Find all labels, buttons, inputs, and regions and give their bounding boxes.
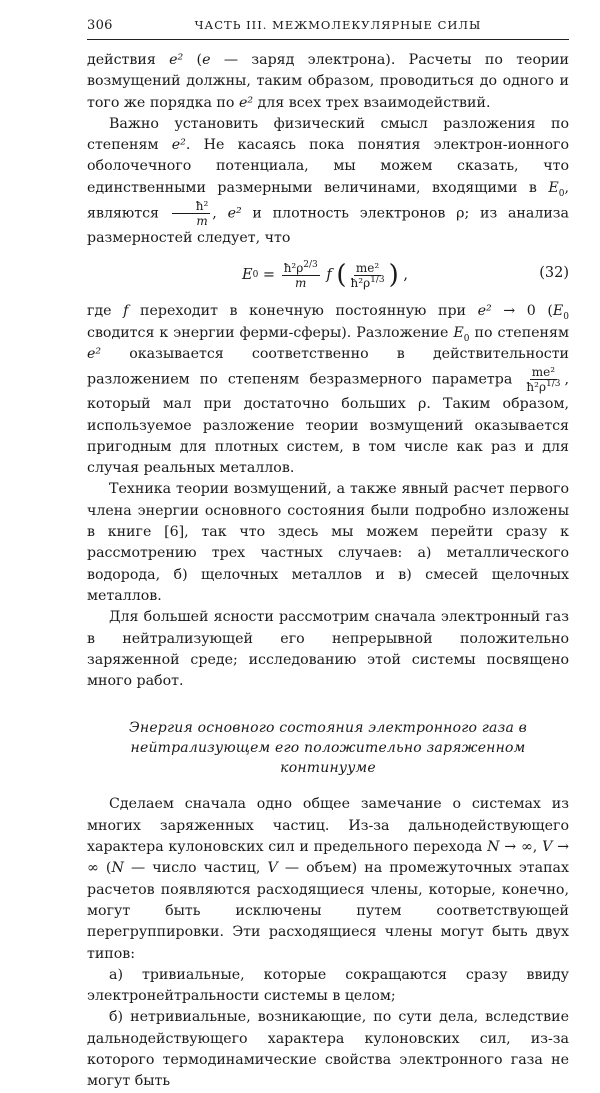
equation-number: (32) [539, 265, 569, 282]
paragraph-4: Техника теории возмущений, а также явный расчет первого члена энергии основного состояния были подробно изложены в книге [6], так что здесь мы можем перейти сразу к рассмотрению трех частных случаев: а) металлического водорода, б) щелочных металлов и в) смесей щелочных металлов. [87, 481, 569, 604]
fraction-dimensionless-parameter: $\frac{\text{me²}}{ħ^2\rho^{1/3}}$ [526, 365, 561, 395]
page-number: 306 [87, 18, 113, 33]
paragraph-2: Важно установить физический смысл разложения по степеням e². Не касаясь пока понятия электрон-ионного оболочечного потенциала, мы можем сказать, что единственными размерными величинами, входящими в $E_0$, являются $\frac{\text{ħ²}}{m}$ , e² и плотность электронов ρ; из анализа размерностей следует, что [87, 115, 570, 247]
running-title: ЧАСТЬ III. МЕЖМОЛЕКУЛЯРНЫЕ СИЛЫ [194, 18, 482, 32]
paragraph-7: а) тривиальные, которые сокращаются сразу ввиду электронейтральности системы в целом; [87, 966, 569, 1005]
fraction-h2-over-m: $\frac{\text{ħ²}}{m}$ [172, 199, 211, 228]
page-header [87, 18, 569, 40]
book-page [87, 18, 569, 1093]
paragraph-1: действия e² (e — заряд электрона). Расчеты по теории возмущений должны, таким образом, проводиться до одного и того же порядка по e² для всех трех взаимодействий. [87, 52, 569, 111]
equation-32: E 0 = $\frac{ħ^2\rho^{2/3}}{m}$ f ( $\frac{\text{me²}}{ħ^2\rho^{1/3}}$ ) , (32) [242, 259, 569, 291]
section-heading: Энергия основного состояния электронного газа в нейтрализующем его положительно заряженном континууме [128, 720, 527, 777]
equation-fraction-2: $\frac{\text{me²}}{ħ^2\rho^{1/3}}$ [350, 260, 385, 290]
paragraph-8: б) нетривиальные, возникающие, по сути дела, вследствие дальнодействующего характера кулоновских сил, из-за которого термодинамические свойства электронного газа не могут быть [87, 1009, 569, 1090]
paragraph-3: где f переходит в конечную постоянную при e² → 0 ($E_0$ сводится к энергии ферми-сферы). Разложение $E_0$ по степеням e² оказывается соответственно в действительности разложением по степеням безразмерного параметра $\frac{\text{me²}}{ħ^2\rho^{1/3}}$ , который мал при достаточно больших ρ. Таким образом, используемое разложение теории возмущений оказывается пригодным для плотных систем, в том числе как раз и для случая реальных металлов. [87, 303, 570, 477]
paragraph-5: Для большей ясности рассмотрим сначала электронный газ в нейтрализующей его непрерывной положительно заряженной среде; исследованию этой системы посвящено много работ. [87, 609, 569, 690]
paragraph-6: Сделаем сначала одно общее замечание о системах из многих заряженных частиц. Из-за дальнодействующего характера кулоновских сил и предельного перехода N → ∞, V → ∞ (N — число частиц, V — объем) на промежуточных этапах расчетов появляются расходящиеся члены, которые, конечно, могут быть исключены путем соответствующей перегруппировки. Эти расходящиеся члены могут быть двух типов: [87, 796, 569, 962]
equation-fraction-1: $\frac{ħ^2\rho^{2/3}}{m}$ [283, 259, 318, 290]
